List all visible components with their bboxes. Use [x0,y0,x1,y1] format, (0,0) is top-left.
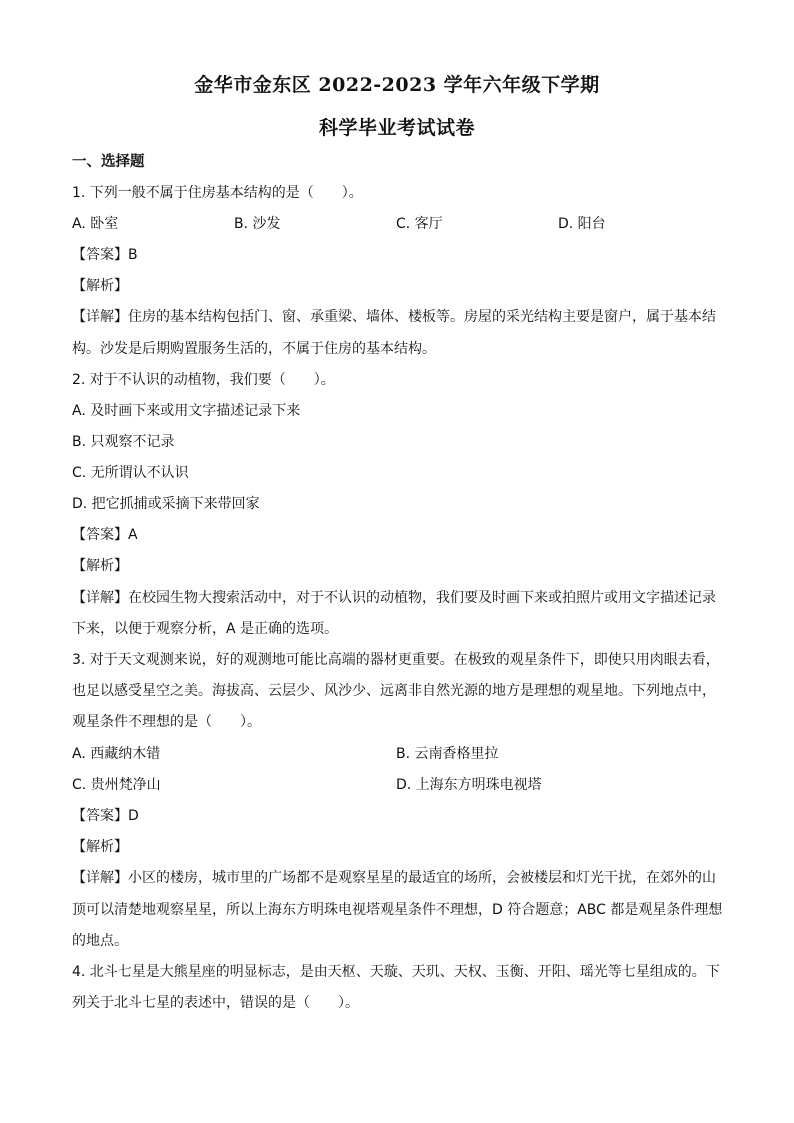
q2-option-b: B. 只观察不记录 [72,434,175,450]
q3-answer: 【答案】D [72,808,139,824]
section-heading: 一、选择题 [72,154,145,170]
q3-detail-line: 【详解】小区的楼房，城市里的广场都不是观察星星的最适宜的场所，会被楼层和灯光干扰，在郊外的山 [72,870,716,886]
q2-answer: 【答案】A [72,527,138,543]
q2-stem: 2. 对于不认识的动植物，我们要（ ）。 [72,372,335,388]
q3-stem-line: 3. 对于天文观测来说，好的观测地可能比高端的器材更重要。在极致的观星条件下，即使只用肉眼去看， [72,652,720,668]
q2-analysis: 【解析】 [72,558,128,574]
q2-option-d: D. 把它抓捕或采摘下来带回家 [72,496,260,512]
q1-answer: 【答案】B [72,247,138,263]
q3-option-d: D. 上海东方明珠电视塔 [396,777,542,793]
q2-option-c: C. 无所谓认不认识 [72,465,189,481]
q2-option-a: A. 及时画下来或用文字描述记录下来 [72,403,301,419]
q1-option-c: C. 客厅 [396,216,443,232]
q1-option-d: D. 阳台 [558,216,606,232]
q3-analysis: 【解析】 [72,839,128,855]
q3-option-c: C. 贵州梵净山 [72,777,161,793]
exam-subtitle: 科学毕业考试试卷 [318,117,475,139]
q4-stem-line: 列关于北斗七星的表述中，错误的是（ ）。 [72,995,359,1011]
q3-detail-line: 的地点。 [72,933,128,949]
q3-detail-line: 顶可以清楚地观察星星，所以上海东方明珠电视塔观星条件不理想，D 符合题意；ABC 都是观星条件理想 [72,902,723,918]
q3-option-b: B. 云南香格里拉 [396,746,499,762]
q1-detail-line: 【详解】住房的基本结构包括门、窗、承重梁、墙体、楼板等。房屋的采光结构主要是窗户，属于基本结 [72,309,716,325]
q2-detail-line: 【详解】在校园生物大搜索活动中，对于不认识的动植物，我们要及时画下来或拍照片或用文字描述记录 [72,590,716,606]
q3-stem-line: 也足以感受星空之美。海拔高、云层少、风沙少、远离非自然光源的地方是理想的观星地。下列地点中， [72,683,716,699]
q1-stem: 1. 下列一般不属于住房基本结构的是（ ）。 [72,185,363,201]
q1-detail-line: 构。沙发是后期购置服务生活的，不属于住房的基本结构。 [72,341,436,357]
q3-option-a: A. 西藏纳木错 [72,746,161,762]
exam-title: 金华市金东区 2022-2023 学年六年级下学期 [194,74,600,96]
q4-stem-line: 4. 北斗七星是大熊星座的明显标志，是由天枢、天璇、天玑、天权、玉衡、开阳、瑶光等七星组成的。下 [72,964,720,980]
q1-option-b: B. 沙发 [234,216,281,232]
q3-stem-line: 观星条件不理想的是（ ）。 [72,714,261,730]
q1-option-a: A. 卧室 [72,216,119,232]
q1-analysis: 【解析】 [72,278,128,294]
q2-detail-line: 下来，以便于观察分析，A 是正确的选项。 [72,621,339,637]
